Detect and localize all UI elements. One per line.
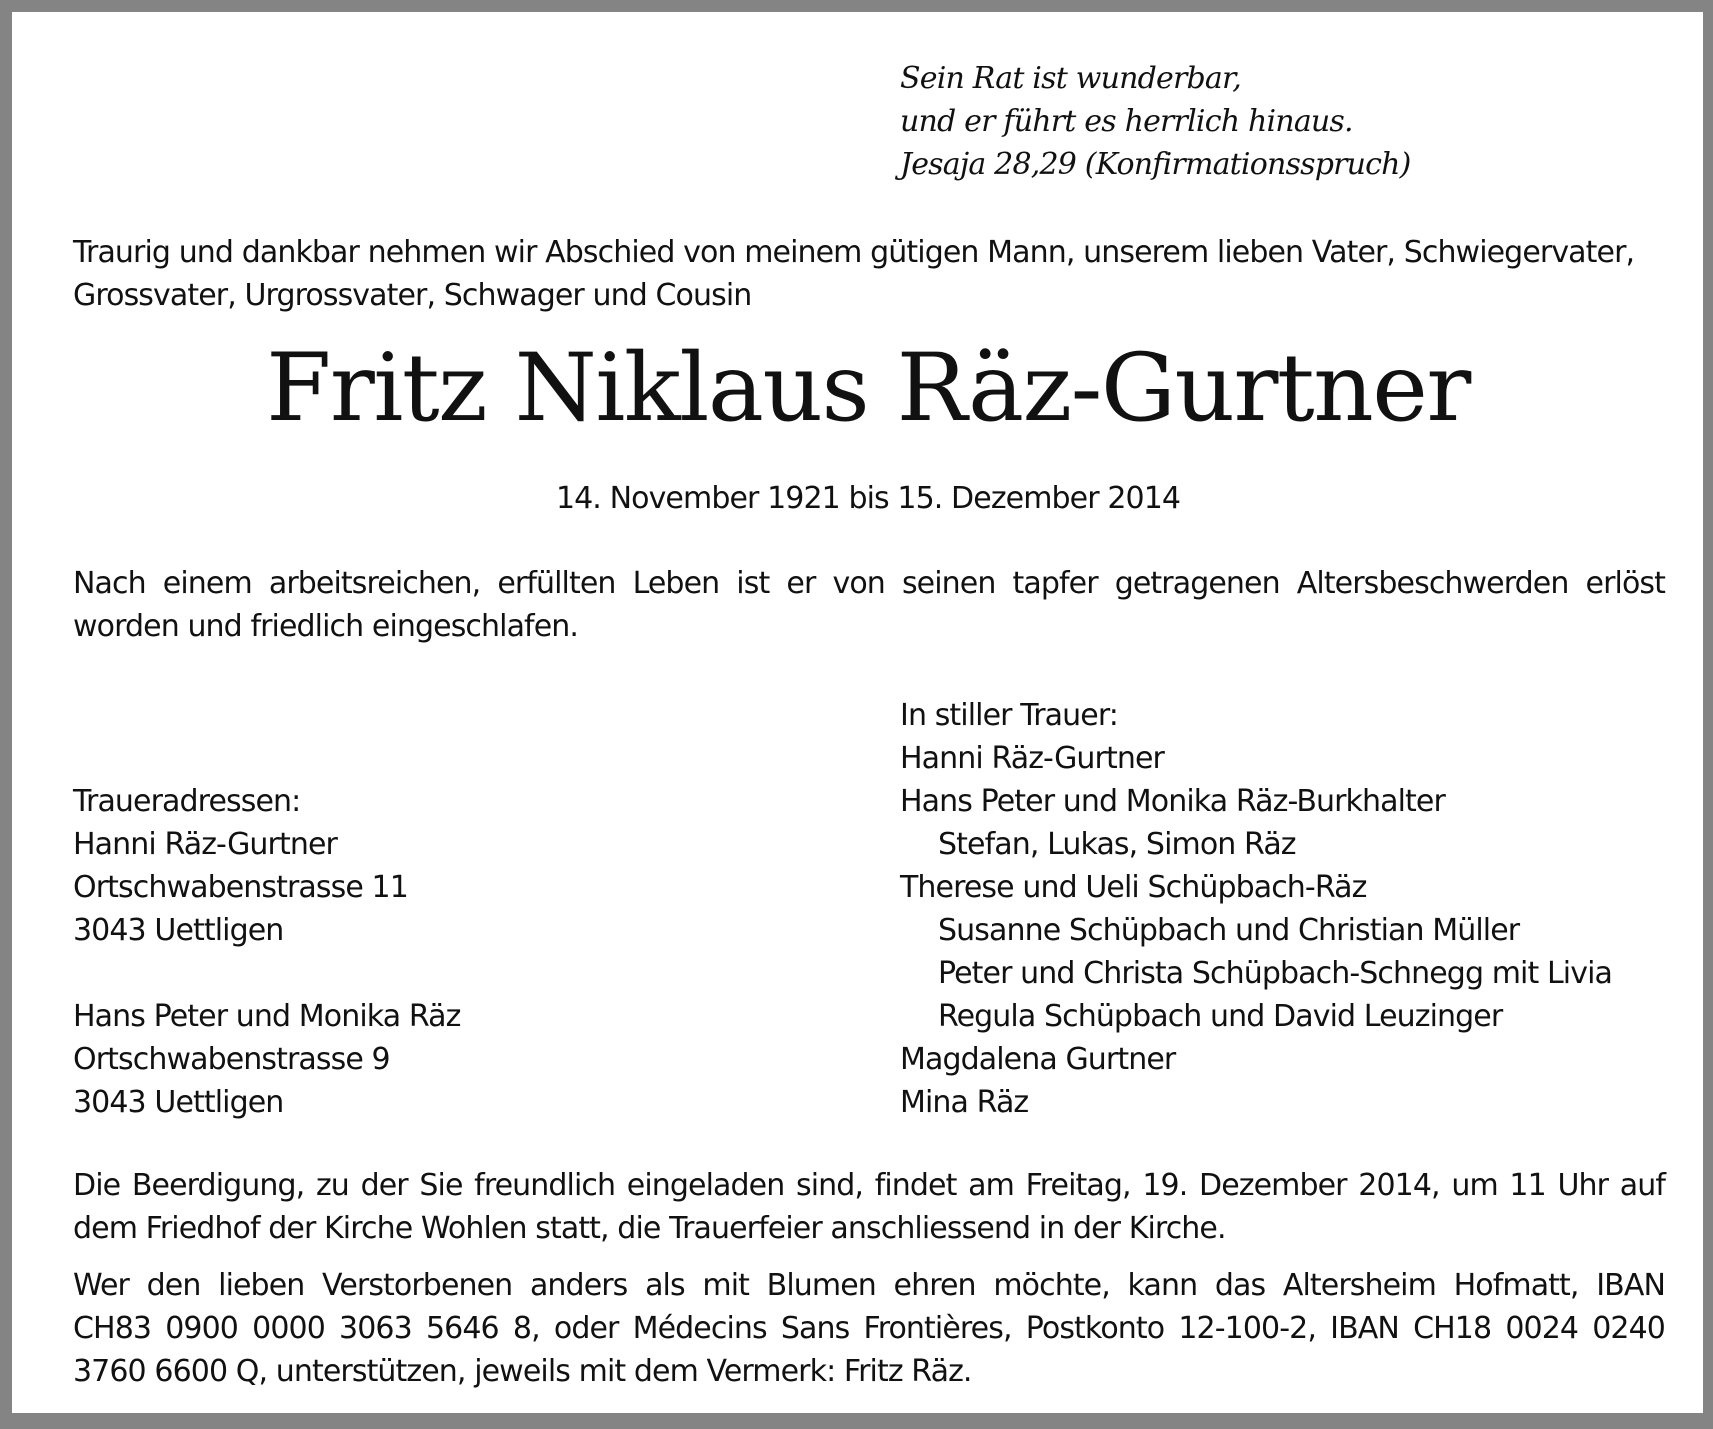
address-1-city: 3043 Uettligen [73, 913, 284, 948]
mourner-3: Therese und Ueli Schüpbach-Räz [900, 870, 1367, 905]
address-2-street: Ortschwabenstrasse 9 [73, 1042, 390, 1077]
intro-line-2: Grossvater, Urgrossvater, Schwager und Cousin [73, 278, 752, 313]
intro-paragraph [73, 231, 1663, 317]
verse-line-2: und er führt es herrlich hinaus. [900, 104, 1353, 139]
funeral-line-1: Die Beerdigung, zu der Sie freundlich eingeladen sind, findet am Freitag, 19. Dezember 2014, um 11 Uhr auf [73, 1168, 1665, 1203]
address-1-street: Ortschwabenstrasse 11 [73, 870, 408, 905]
mourning-addresses [73, 780, 460, 1124]
verse-line-1: Sein Rat ist wunderbar, [900, 61, 1241, 96]
address-1-name: Hanni Räz-Gurtner [73, 827, 337, 862]
funeral-line-2: dem Friedhof der Kirche Wohlen statt, die Trauerfeier anschliessend in der Kirche. [73, 1211, 1226, 1246]
verse-reference: Jesaja 28,29 (Konfirmationsspruch) [900, 147, 1411, 182]
bible-verse [900, 57, 1411, 186]
mourners-list [900, 694, 1612, 1124]
life-dates: 14. November 1921 bis 15. Dezember 2014 [555, 481, 1181, 516]
life-statement-line-1: Nach einem arbeitsreichen, erfüllten Leben ist er von seinen tapfer getragenen Altersbeschwerden erlöst [73, 566, 1665, 601]
funeral-info [73, 1164, 1665, 1250]
mourner-3-child-1: Susanne Schüpbach und Christian Müller [938, 913, 1520, 948]
address-spacer [73, 952, 460, 995]
mourner-5: Mina Räz [900, 1085, 1029, 1120]
intro-line-1: Traurig und dankbar nehmen wir Abschied von meinem gütigen Mann, unserem lieben Vater, Schwiegervater, [73, 235, 1635, 270]
addresses-heading: Traueradressen: [73, 784, 301, 819]
donation-line-2: CH83 0900 0000 3063 5646 8, oder Médecins Sans Frontières, Postkonto 12-100-2, IBAN CH18 0024 0240 [73, 1311, 1665, 1346]
donation-line-1: Wer den lieben Verstorbenen anders als mit Blumen ehren möchte, kann das Altersheim Hofmatt, IBAN [73, 1268, 1665, 1303]
mourner-3-child-3: Regula Schüpbach und David Leuzinger [938, 999, 1503, 1034]
mourner-2-children: Stefan, Lukas, Simon Räz [938, 827, 1296, 862]
donation-info [73, 1264, 1665, 1393]
address-2-city: 3043 Uettligen [73, 1085, 284, 1120]
mourners-heading: In stiller Trauer: [900, 698, 1118, 733]
life-statement-line-2: worden und friedlich eingeschlafen. [73, 609, 579, 644]
deceased-name: Fritz Niklaus Räz-Gurtner [266, 334, 1470, 443]
mourner-3-child-2: Peter und Christa Schüpbach-Schnegg mit Livia [938, 956, 1613, 991]
mourner-2: Hans Peter und Monika Räz-Burkhalter [900, 784, 1445, 819]
life-statement [73, 562, 1665, 648]
mourner-1: Hanni Räz-Gurtner [900, 741, 1164, 776]
donation-line-3: 3760 6600 Q, unterstützen, jeweils mit dem Vermerk: Fritz Räz. [73, 1354, 972, 1389]
address-2-name: Hans Peter und Monika Räz [73, 999, 461, 1034]
mourner-4: Magdalena Gurtner [900, 1042, 1176, 1077]
